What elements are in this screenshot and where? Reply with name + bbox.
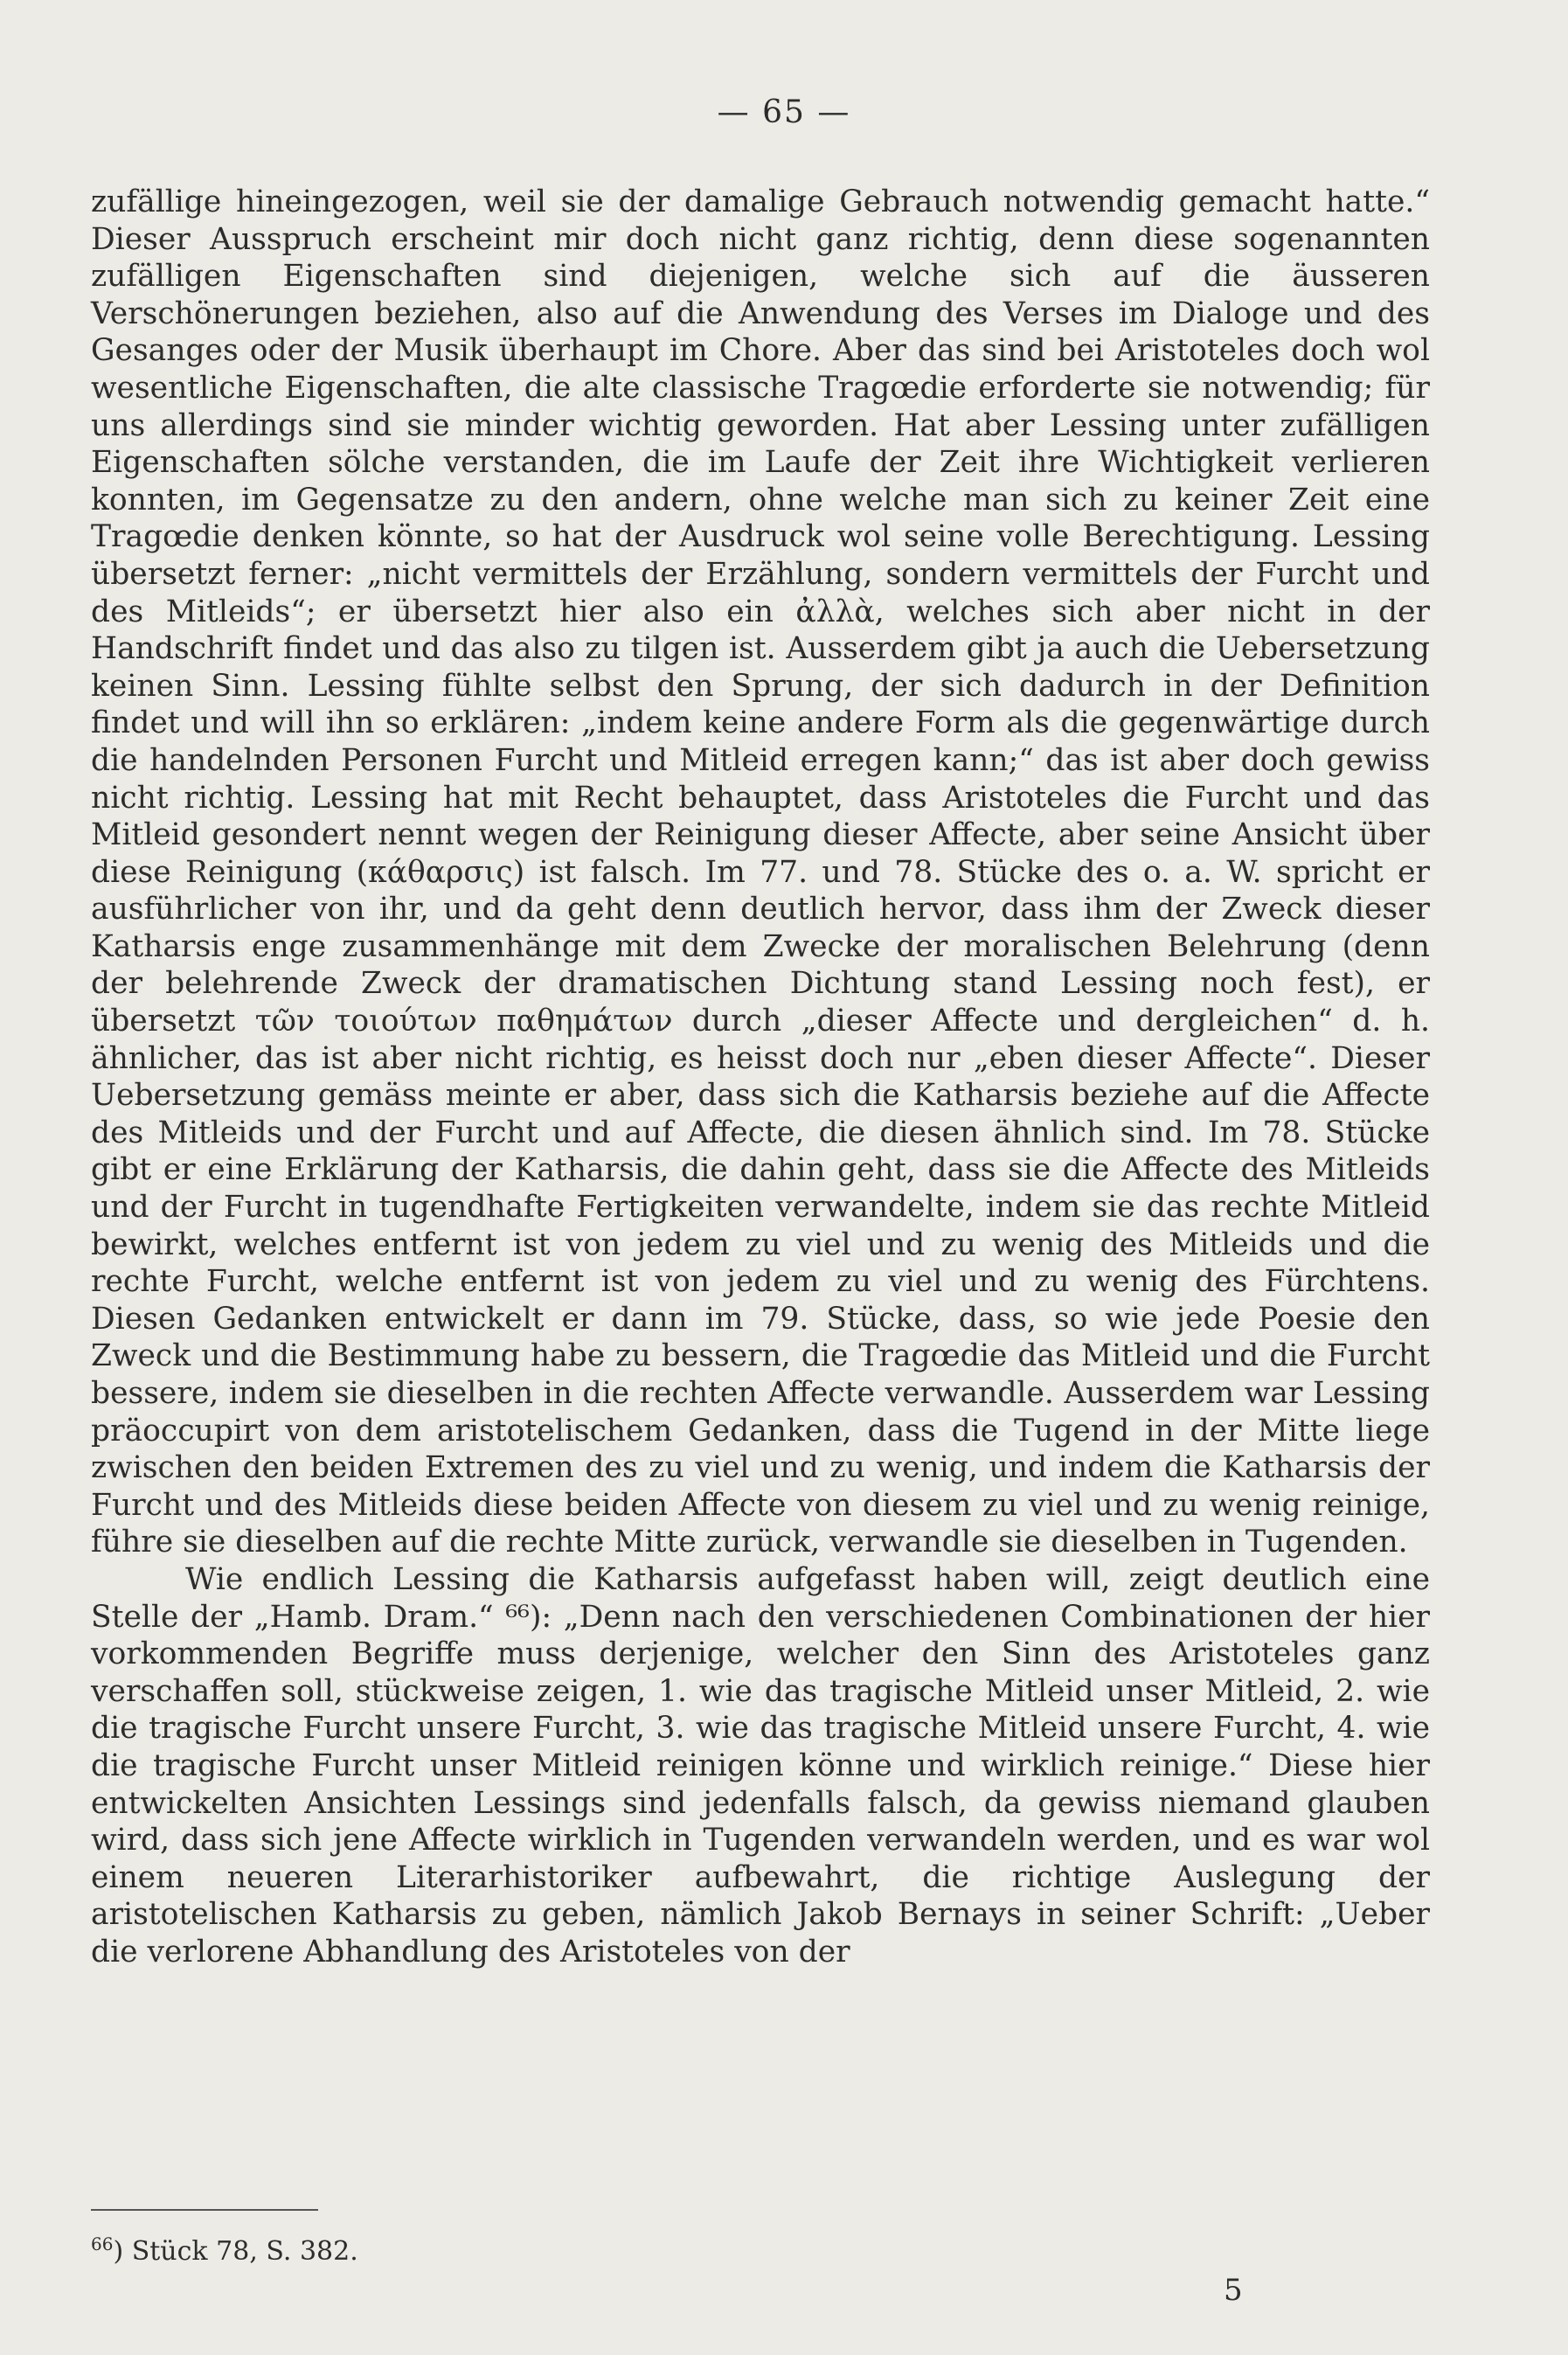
page-number: — 65 — [717,94,851,130]
body-text [91,184,1430,1971]
paragraph-2: Wie endlich Lessing die Katharsis aufgefasst haben will, zeigt deutlich eine Stelle der „Hamb. Dram.“ ⁶⁶): „Denn nach den verschiedenen Combinationen der hier vorkommenden Begriffe muss derjenige, welcher den Sinn des Aristoteles ganz verschaffen soll, stückweise zeigen, 1. wie das tragische Mitleid unser Mitleid, 2. wie die tragische Furcht unsere Furcht, 3. wie das tragische Mitleid unsere Furcht, 4. wie die tragische Furcht unser Mitleid reinigen könne und wirklich reinige.“ Diese hier entwickelten Ansichten Lessings sind jedenfalls falsch, da gewiss niemand glauben wird, dass sich jene Affecte wirklich in Tugenden verwandeln werden, und es war wol einem neueren Literarhistoriker aufbewahrt, die richtige Auslegung der aristotelischen Katharsis zu geben, nämlich Jakob Bernays in seiner Schrift: „Ueber die verlorene Abhandlung des Aristoteles von der [91,1561,1430,1969]
paragraph-1: zufällige hineingezogen, weil sie der damalige Gebrauch notwendig gemacht hatte.“ Dieser Ausspruch erscheint mir doch nicht ganz richtig, denn diese sogenannten zufälligen Eigenschaften sind diejenigen, welche sich auf die äusseren Verschönerungen beziehen, also auf die Anwendung des Verses im Dialoge und des Gesanges oder der Musik überhaupt im Chore. Aber das sind bei Aristoteles doch wol wesentliche Eigenschaften, die alte classische Tragœdie erforderte sie notwendig; für uns allerdings sind sie minder wichtig geworden. Hat aber Lessing unter zufälligen Eigenschaften sölche verstanden, die im Laufe der Zeit ihre Wichtigkeit verlieren konnten, im Gegensatze zu den andern, ohne welche man sich zu keiner Zeit eine Tragœdie denken könnte, so hat der Ausdruck wol seine volle Berechtigung. Lessing übersetzt ferner: „nicht vermittels der Erzählung, sondern vermittels der Furcht und des Mitleids“; er übersetzt hier also ein ἀλλὰ, welches sich aber nicht in der Handschrift findet und das also zu tilgen ist. Ausserdem gibt ja auch die Uebersetzung keinen Sinn. Lessing fühlte selbst den Sprung, der sich dadurch in der Definition findet und will ihn so erklären: „indem keine andere Form als die gegenwärtige durch die handelnden Personen Furcht und Mitleid erregen kann;“ das ist aber doch gewiss nicht richtig. Lessing hat mit Recht behauptet, dass Aristoteles die Furcht und das Mitleid gesondert nennt wegen der Reinigung dieser Affecte, aber seine Ansicht über diese Reinigung (κάθαρσις) ist falsch. Im 77. und 78. Stücke des o. a. W. spricht er ausführlicher von ihr, und da geht denn deutlich hervor, dass ihm der Zweck dieser Katharsis enge zusammenhänge mit dem Zwecke der moralischen Belehrung (denn der belehrende Zweck der dramatischen Dichtung stand Lessing noch fest), er übersetzt τῶν τοιούτων παθημάτων durch „dieser Affecte und dergleichen“ d. h. ähnlicher, das ist aber nicht richtig, es heisst doch nur „eben dieser Affecte“. Dieser Uebersetzung gemäss meinte er aber, dass sich die Katharsis beziehe auf die Affecte des Mitleids und der Furcht und auf Affecte, die diesen ähnlich sind. Im 78. Stücke gibt er eine Erklärung der Katharsis, die dahin geht, dass sie die Affecte des Mitleids und der Furcht in tugendhafte Fertigkeiten verwandelte, indem sie das rechte Mitleid bewirkt, welches entfernt ist von jedem zu viel und zu wenig des Mitleids und die rechte Furcht, welche entfernt ist von jedem zu viel und zu wenig des Fürchtens. Diesen Gedanken entwickelt er dann im 79. Stücke, dass, so wie jede Poesie den Zweck und die Bestimmung habe zu bessern, die Tragœdie das Mitleid und die Furcht bessere, indem sie dieselben in die rechten Affecte verwandle. Ausserdem war Lessing präoccupirt von dem aristotelischem Gedanken, dass die Tugend in der Mitte liege zwischen den beiden Extremen des zu viel und zu wenig, und indem die Katharsis der Furcht und des Mitleids diese beiden Affecte von diesem zu viel und zu wenig reinige, führe sie dieselben auf die rechte Mitte zurück, verwandle sie dieselben in Tugenden. [91,184,1430,1560]
printer-signature-mark: 5 [1224,2273,1243,2308]
footnote-marker: 66 [91,2233,114,2254]
footnote [91,2233,358,2267]
footnote-divider [91,2209,318,2211]
footnote-text: ) Stück 78, S. 382. [113,2236,358,2267]
